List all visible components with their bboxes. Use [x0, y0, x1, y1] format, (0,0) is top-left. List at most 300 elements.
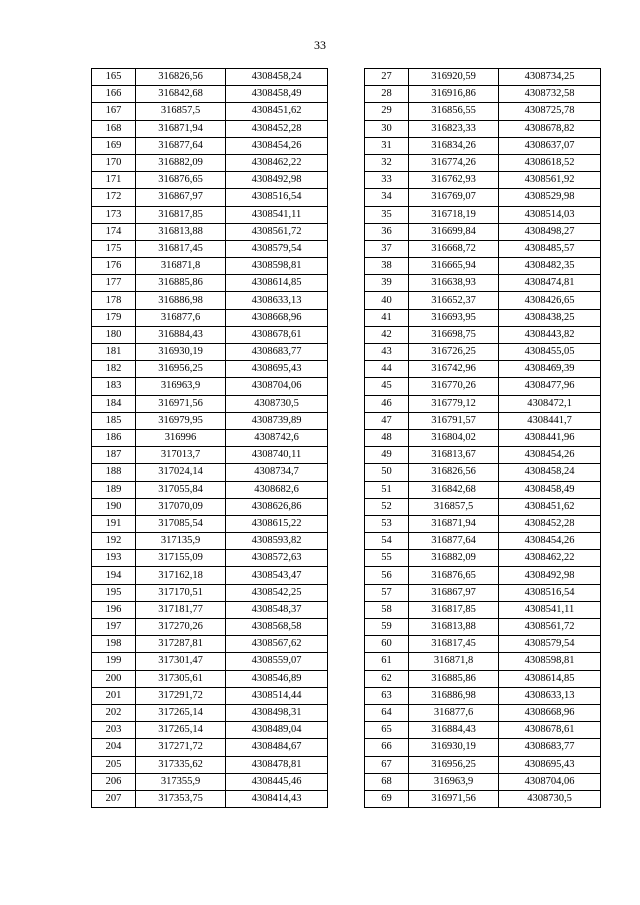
- x-coordinate-cell: 316886,98: [409, 687, 499, 704]
- y-coordinate-cell: 4308734,25: [499, 69, 601, 86]
- point-number-cell: 27: [365, 69, 409, 86]
- x-coordinate-cell: 317270,26: [136, 619, 226, 636]
- table-row: [365, 567, 601, 584]
- x-coordinate-cell: 316826,56: [136, 69, 226, 86]
- x-coordinate-cell: 316817,45: [136, 240, 226, 257]
- y-coordinate-cell: 4308541,11: [226, 206, 328, 223]
- y-coordinate-cell: 4308561,92: [499, 172, 601, 189]
- y-coordinate-cell: 4308516,54: [499, 584, 601, 601]
- table-row: [365, 790, 601, 807]
- table-row: [365, 137, 601, 154]
- point-number-cell: 67: [365, 756, 409, 773]
- x-coordinate-cell: 316963,9: [409, 773, 499, 790]
- x-coordinate-cell: 316842,68: [409, 481, 499, 498]
- point-number-cell: 176: [92, 258, 136, 275]
- table-row: [92, 515, 328, 532]
- y-coordinate-cell: 4308683,77: [499, 739, 601, 756]
- y-coordinate-cell: 4308492,98: [226, 172, 328, 189]
- point-number-cell: 184: [92, 395, 136, 412]
- y-coordinate-cell: 4308543,47: [226, 567, 328, 584]
- table-row: [365, 275, 601, 292]
- point-number-cell: 167: [92, 103, 136, 120]
- table-row: [92, 137, 328, 154]
- table-row: [365, 550, 601, 567]
- y-coordinate-cell: 4308455,05: [499, 344, 601, 361]
- y-coordinate-cell: 4308482,35: [499, 258, 601, 275]
- x-coordinate-cell: 317355,9: [136, 773, 226, 790]
- y-coordinate-cell: 4308458,24: [499, 464, 601, 481]
- x-coordinate-cell: 316956,25: [136, 361, 226, 378]
- y-coordinate-cell: 4308695,43: [226, 361, 328, 378]
- table-row: [365, 704, 601, 721]
- table-row: [365, 292, 601, 309]
- y-coordinate-cell: 4308462,22: [499, 550, 601, 567]
- table-row: [92, 258, 328, 275]
- point-number-cell: 206: [92, 773, 136, 790]
- x-coordinate-cell: 316693,95: [409, 309, 499, 326]
- point-number-cell: 44: [365, 361, 409, 378]
- table-row: [365, 429, 601, 446]
- table-row: [365, 344, 601, 361]
- point-number-cell: 170: [92, 154, 136, 171]
- x-coordinate-cell: 317085,54: [136, 515, 226, 532]
- y-coordinate-cell: 4308498,31: [226, 704, 328, 721]
- table-row: [92, 636, 328, 653]
- y-coordinate-cell: 4308572,63: [226, 550, 328, 567]
- table-row: [92, 412, 328, 429]
- x-coordinate-cell: 316813,88: [136, 223, 226, 240]
- x-coordinate-cell: 316769,07: [409, 189, 499, 206]
- y-coordinate-cell: 4308478,81: [226, 756, 328, 773]
- y-coordinate-cell: 4308579,54: [499, 636, 601, 653]
- y-coordinate-cell: 4308516,54: [226, 189, 328, 206]
- table-row: [92, 481, 328, 498]
- x-coordinate-cell: 317301,47: [136, 653, 226, 670]
- point-number-cell: 54: [365, 533, 409, 550]
- y-coordinate-cell: 4308734,7: [226, 464, 328, 481]
- point-number-cell: 47: [365, 412, 409, 429]
- point-number-cell: 49: [365, 447, 409, 464]
- y-coordinate-cell: 4308469,39: [499, 361, 601, 378]
- y-coordinate-cell: 4308451,62: [226, 103, 328, 120]
- x-coordinate-cell: 316886,98: [136, 292, 226, 309]
- table-row: [92, 601, 328, 618]
- y-coordinate-cell: 4308678,82: [499, 120, 601, 137]
- x-coordinate-cell: 317335,62: [136, 756, 226, 773]
- point-number-cell: 207: [92, 790, 136, 807]
- y-coordinate-cell: 4308618,52: [499, 154, 601, 171]
- x-coordinate-cell: 317170,51: [136, 584, 226, 601]
- table-row: [365, 154, 601, 171]
- x-coordinate-cell: 316774,26: [409, 154, 499, 171]
- table-row: [92, 378, 328, 395]
- x-coordinate-cell: 316668,72: [409, 240, 499, 257]
- x-coordinate-cell: 316857,5: [136, 103, 226, 120]
- y-coordinate-cell: 4308451,62: [499, 498, 601, 515]
- point-number-cell: 39: [365, 275, 409, 292]
- table-row: [365, 223, 601, 240]
- y-coordinate-cell: 4308683,77: [226, 344, 328, 361]
- point-number-cell: 165: [92, 69, 136, 86]
- table-row: [365, 464, 601, 481]
- table-row: [92, 790, 328, 807]
- y-coordinate-cell: 4308695,43: [499, 756, 601, 773]
- point-number-cell: 197: [92, 619, 136, 636]
- table-row: [365, 687, 601, 704]
- table-row: [365, 773, 601, 790]
- table-row: [92, 361, 328, 378]
- x-coordinate-cell: 317013,7: [136, 447, 226, 464]
- x-coordinate-cell: 316877,6: [409, 704, 499, 721]
- point-number-cell: 32: [365, 154, 409, 171]
- x-coordinate-cell: 316871,94: [136, 120, 226, 137]
- y-coordinate-cell: 4308593,82: [226, 533, 328, 550]
- table-row: [365, 601, 601, 618]
- table-row: [92, 653, 328, 670]
- x-coordinate-cell: 316884,43: [409, 722, 499, 739]
- point-number-cell: 62: [365, 670, 409, 687]
- y-coordinate-cell: 4308458,49: [499, 481, 601, 498]
- x-coordinate-cell: 317181,77: [136, 601, 226, 618]
- y-coordinate-cell: 4308514,03: [499, 206, 601, 223]
- x-coordinate-cell: 316817,45: [409, 636, 499, 653]
- x-coordinate-cell: 316871,8: [409, 653, 499, 670]
- y-coordinate-cell: 4308472,1: [499, 395, 601, 412]
- point-number-cell: 205: [92, 756, 136, 773]
- y-coordinate-cell: 4308546,89: [226, 670, 328, 687]
- y-coordinate-cell: 4308626,86: [226, 498, 328, 515]
- x-coordinate-cell: 317271,72: [136, 739, 226, 756]
- point-number-cell: 64: [365, 704, 409, 721]
- table-row: [365, 619, 601, 636]
- point-number-cell: 173: [92, 206, 136, 223]
- x-coordinate-cell: 316885,86: [136, 275, 226, 292]
- point-number-cell: 28: [365, 86, 409, 103]
- table-row: [92, 739, 328, 756]
- y-coordinate-cell: 4308454,26: [499, 447, 601, 464]
- point-number-cell: 56: [365, 567, 409, 584]
- table-row: [365, 533, 601, 550]
- point-number-cell: 50: [365, 464, 409, 481]
- y-coordinate-cell: 4308474,81: [499, 275, 601, 292]
- table-row: [92, 223, 328, 240]
- y-coordinate-cell: 4308452,28: [499, 515, 601, 532]
- table-row: [365, 584, 601, 601]
- point-number-cell: 59: [365, 619, 409, 636]
- y-coordinate-cell: 4308426,65: [499, 292, 601, 309]
- table-row: [92, 86, 328, 103]
- x-coordinate-cell: 316665,94: [409, 258, 499, 275]
- point-number-cell: 41: [365, 309, 409, 326]
- table-row: [92, 619, 328, 636]
- point-number-cell: 29: [365, 103, 409, 120]
- x-coordinate-cell: 316813,88: [409, 619, 499, 636]
- point-number-cell: 46: [365, 395, 409, 412]
- y-coordinate-cell: 4308541,11: [499, 601, 601, 618]
- table-row: [92, 670, 328, 687]
- point-number-cell: 55: [365, 550, 409, 567]
- x-coordinate-cell: 316885,86: [409, 670, 499, 687]
- x-coordinate-cell: 316726,25: [409, 344, 499, 361]
- point-number-cell: 203: [92, 722, 136, 739]
- table-row: [92, 69, 328, 86]
- point-number-cell: 37: [365, 240, 409, 257]
- x-coordinate-cell: 317287,81: [136, 636, 226, 653]
- table-row: [365, 498, 601, 515]
- x-coordinate-cell: 316699,84: [409, 223, 499, 240]
- table-row: [365, 670, 601, 687]
- point-number-cell: 48: [365, 429, 409, 446]
- y-coordinate-cell: 4308742,6: [226, 429, 328, 446]
- point-number-cell: 188: [92, 464, 136, 481]
- point-number-cell: 172: [92, 189, 136, 206]
- point-number-cell: 69: [365, 790, 409, 807]
- y-coordinate-cell: 4308730,5: [499, 790, 601, 807]
- point-number-cell: 200: [92, 670, 136, 687]
- table-row: [92, 103, 328, 120]
- y-coordinate-cell: 4308458,49: [226, 86, 328, 103]
- table-row: [365, 447, 601, 464]
- x-coordinate-cell: 316652,37: [409, 292, 499, 309]
- table-row: [365, 378, 601, 395]
- x-coordinate-cell: 317055,84: [136, 481, 226, 498]
- y-coordinate-cell: 4308739,89: [226, 412, 328, 429]
- point-number-cell: 179: [92, 309, 136, 326]
- point-number-cell: 171: [92, 172, 136, 189]
- table-row: [365, 189, 601, 206]
- point-number-cell: 192: [92, 533, 136, 550]
- table-row: [92, 773, 328, 790]
- point-number-cell: 34: [365, 189, 409, 206]
- point-number-cell: 35: [365, 206, 409, 223]
- point-number-cell: 201: [92, 687, 136, 704]
- point-number-cell: 190: [92, 498, 136, 515]
- table-row: [92, 189, 328, 206]
- table-row: [365, 653, 601, 670]
- point-number-cell: 182: [92, 361, 136, 378]
- x-coordinate-cell: 316842,68: [136, 86, 226, 103]
- table-row: [365, 361, 601, 378]
- point-number-cell: 42: [365, 326, 409, 343]
- x-coordinate-cell: 316857,5: [409, 498, 499, 515]
- point-number-cell: 51: [365, 481, 409, 498]
- table-row: [365, 412, 601, 429]
- table-row: [92, 550, 328, 567]
- table-row: [92, 429, 328, 446]
- point-number-cell: 52: [365, 498, 409, 515]
- point-number-cell: 33: [365, 172, 409, 189]
- y-coordinate-cell: 4308725,78: [499, 103, 601, 120]
- x-coordinate-cell: 316882,09: [136, 154, 226, 171]
- y-coordinate-cell: 4308454,26: [226, 137, 328, 154]
- y-coordinate-cell: 4308484,67: [226, 739, 328, 756]
- point-number-cell: 199: [92, 653, 136, 670]
- table-row: [92, 275, 328, 292]
- y-coordinate-cell: 4308559,07: [226, 653, 328, 670]
- table-row: [365, 103, 601, 120]
- table-row: [365, 258, 601, 275]
- x-coordinate-cell: 316817,85: [409, 601, 499, 618]
- table-row: [365, 86, 601, 103]
- table-row: [365, 69, 601, 86]
- x-coordinate-cell: 317353,75: [136, 790, 226, 807]
- y-coordinate-cell: 4308668,96: [226, 309, 328, 326]
- table-row: [92, 584, 328, 601]
- y-coordinate-cell: 4308598,81: [499, 653, 601, 670]
- y-coordinate-cell: 4308567,62: [226, 636, 328, 653]
- point-number-cell: 198: [92, 636, 136, 653]
- point-number-cell: 193: [92, 550, 136, 567]
- point-number-cell: 63: [365, 687, 409, 704]
- y-coordinate-cell: 4308598,81: [226, 258, 328, 275]
- table-row: [365, 722, 601, 739]
- x-coordinate-cell: 316963,9: [136, 378, 226, 395]
- y-coordinate-cell: 4308730,5: [226, 395, 328, 412]
- table-row: [92, 292, 328, 309]
- x-coordinate-cell: 317024,14: [136, 464, 226, 481]
- x-coordinate-cell: 316877,64: [136, 137, 226, 154]
- x-coordinate-cell: 316871,8: [136, 258, 226, 275]
- table-row: [92, 172, 328, 189]
- y-coordinate-cell: 4308489,04: [226, 722, 328, 739]
- x-coordinate-cell: 316817,85: [136, 206, 226, 223]
- table-row: [365, 206, 601, 223]
- y-coordinate-cell: 4308441,7: [499, 412, 601, 429]
- x-coordinate-cell: 316826,56: [409, 464, 499, 481]
- x-coordinate-cell: 317155,09: [136, 550, 226, 567]
- point-number-cell: 38: [365, 258, 409, 275]
- point-number-cell: 175: [92, 240, 136, 257]
- y-coordinate-cell: 4308438,25: [499, 309, 601, 326]
- y-coordinate-cell: 4308704,06: [226, 378, 328, 395]
- table-row: [92, 240, 328, 257]
- point-number-cell: 181: [92, 344, 136, 361]
- y-coordinate-cell: 4308452,28: [226, 120, 328, 137]
- y-coordinate-cell: 4308614,85: [226, 275, 328, 292]
- x-coordinate-cell: 316791,57: [409, 412, 499, 429]
- x-coordinate-cell: 316867,97: [136, 189, 226, 206]
- point-number-cell: 191: [92, 515, 136, 532]
- y-coordinate-cell: 4308445,46: [226, 773, 328, 790]
- x-coordinate-cell: 317070,09: [136, 498, 226, 515]
- x-coordinate-cell: 316823,33: [409, 120, 499, 137]
- y-coordinate-cell: 4308637,07: [499, 137, 601, 154]
- y-coordinate-cell: 4308454,26: [499, 533, 601, 550]
- y-coordinate-cell: 4308458,24: [226, 69, 328, 86]
- x-coordinate-cell: 317305,61: [136, 670, 226, 687]
- point-number-cell: 194: [92, 567, 136, 584]
- coordinates-table-right: [364, 68, 601, 808]
- y-coordinate-cell: 4308579,54: [226, 240, 328, 257]
- x-coordinate-cell: 316956,25: [409, 756, 499, 773]
- table-row: [92, 533, 328, 550]
- table-row: [92, 206, 328, 223]
- point-number-cell: 60: [365, 636, 409, 653]
- table-row: [92, 120, 328, 137]
- point-number-cell: 30: [365, 120, 409, 137]
- x-coordinate-cell: 316742,96: [409, 361, 499, 378]
- table-row: [92, 756, 328, 773]
- point-number-cell: 204: [92, 739, 136, 756]
- point-number-cell: 65: [365, 722, 409, 739]
- point-number-cell: 168: [92, 120, 136, 137]
- x-coordinate-cell: 316876,65: [136, 172, 226, 189]
- y-coordinate-cell: 4308477,96: [499, 378, 601, 395]
- x-coordinate-cell: 316638,93: [409, 275, 499, 292]
- point-number-cell: 68: [365, 773, 409, 790]
- x-coordinate-cell: 316920,59: [409, 69, 499, 86]
- table-row: [92, 154, 328, 171]
- point-number-cell: 178: [92, 292, 136, 309]
- y-coordinate-cell: 4308678,61: [226, 326, 328, 343]
- x-coordinate-cell: 316698,75: [409, 326, 499, 343]
- x-coordinate-cell: 316930,19: [136, 344, 226, 361]
- point-number-cell: 58: [365, 601, 409, 618]
- y-coordinate-cell: 4308443,82: [499, 326, 601, 343]
- table-row: [92, 309, 328, 326]
- point-number-cell: 66: [365, 739, 409, 756]
- table-row: [92, 447, 328, 464]
- table-row: [92, 464, 328, 481]
- point-number-cell: 202: [92, 704, 136, 721]
- x-coordinate-cell: 316856,55: [409, 103, 499, 120]
- y-coordinate-cell: 4308529,98: [499, 189, 601, 206]
- table-row: [92, 498, 328, 515]
- table-row: [365, 326, 601, 343]
- point-number-cell: 186: [92, 429, 136, 446]
- x-coordinate-cell: 316770,26: [409, 378, 499, 395]
- y-coordinate-cell: 4308682,6: [226, 481, 328, 498]
- table-row: [92, 567, 328, 584]
- table-row: [365, 515, 601, 532]
- x-coordinate-cell: 316996: [136, 429, 226, 446]
- table-row: [365, 309, 601, 326]
- point-number-cell: 185: [92, 412, 136, 429]
- point-number-cell: 61: [365, 653, 409, 670]
- table-row: [365, 636, 601, 653]
- x-coordinate-cell: 316971,56: [136, 395, 226, 412]
- point-number-cell: 180: [92, 326, 136, 343]
- table-row: [365, 395, 601, 412]
- point-number-cell: 195: [92, 584, 136, 601]
- point-number-cell: 183: [92, 378, 136, 395]
- point-number-cell: 196: [92, 601, 136, 618]
- point-number-cell: 189: [92, 481, 136, 498]
- x-coordinate-cell: 316779,12: [409, 395, 499, 412]
- y-coordinate-cell: 4308548,37: [226, 601, 328, 618]
- point-number-cell: 187: [92, 447, 136, 464]
- x-coordinate-cell: 316979,95: [136, 412, 226, 429]
- x-coordinate-cell: 316877,64: [409, 533, 499, 550]
- table-row: [92, 687, 328, 704]
- x-coordinate-cell: 316876,65: [409, 567, 499, 584]
- point-number-cell: 57: [365, 584, 409, 601]
- table-row: [365, 240, 601, 257]
- point-number-cell: 43: [365, 344, 409, 361]
- y-coordinate-cell: 4308740,11: [226, 447, 328, 464]
- x-coordinate-cell: 316762,93: [409, 172, 499, 189]
- x-coordinate-cell: 317265,14: [136, 722, 226, 739]
- y-coordinate-cell: 4308668,96: [499, 704, 601, 721]
- y-coordinate-cell: 4308561,72: [499, 619, 601, 636]
- point-number-cell: 166: [92, 86, 136, 103]
- x-coordinate-cell: 316877,6: [136, 309, 226, 326]
- x-coordinate-cell: 316882,09: [409, 550, 499, 567]
- y-coordinate-cell: 4308498,27: [499, 223, 601, 240]
- coordinates-table-left: [91, 68, 328, 808]
- x-coordinate-cell: 316834,26: [409, 137, 499, 154]
- point-number-cell: 45: [365, 378, 409, 395]
